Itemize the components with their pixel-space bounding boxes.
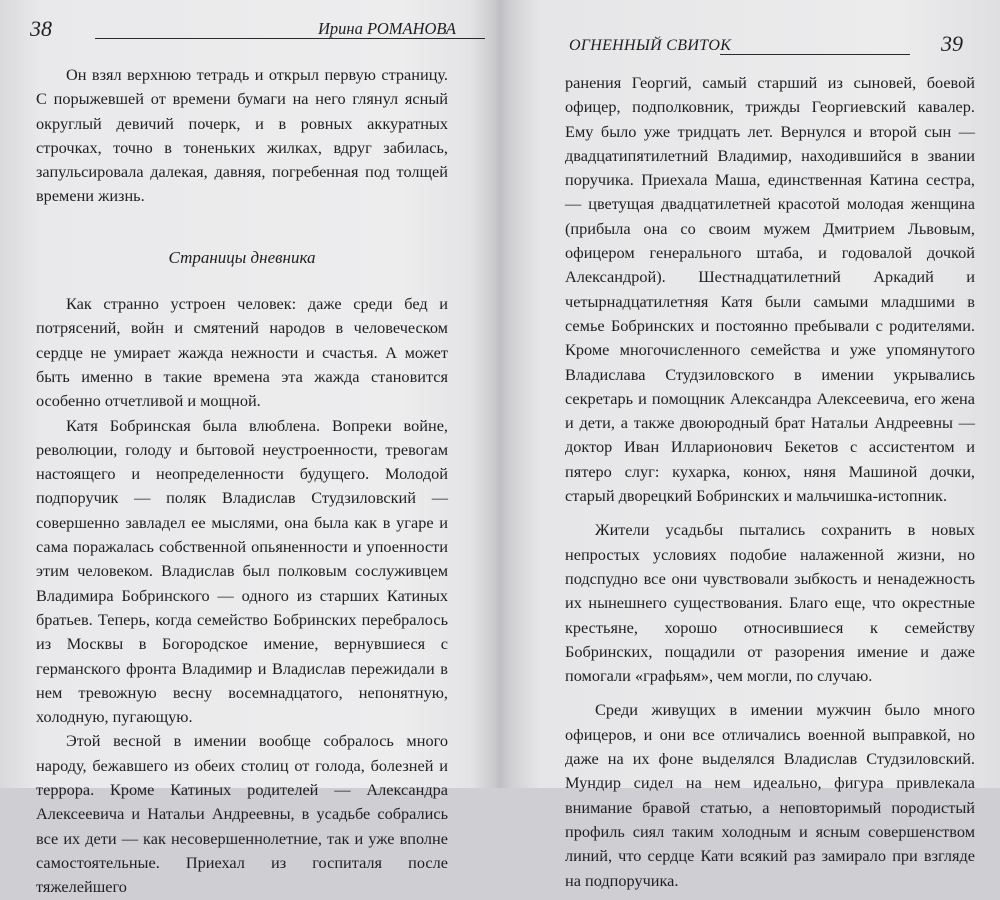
right-page — [505, 0, 1000, 890]
paragraph: Как странно устроен человек: даже среди бед и потрясений, войн и смятений народов в человеческом сердце не умирает жажда нежности и счастья. А может быть именно в такие времена эта жажда становится особенно отчетливой и мощной. — [36, 294, 448, 411]
paragraph: Катя Бобринская была влюблена. Вопреки войне, революции, голоду и бытовой неустроенности, тревогам настоящего и неопределенности будущего. Молодой подпоручик — поляк Владислав Студзиловский — совершенно завладел ее мыслями, она была как в угаре и сама поражалась собственной опьяненности и упоенности этим человеком. Владислав был полковым сослуживцем Владимира Бобринского — одного из старших Катиных братьев. Теперь, когда семейство Бобринских перебралось из Москвы в Богородское имение, вернувшиеся с германского фронта Владимир и Владислав пережидали в нем тревожную весну восемнадцатого, непонятную, холодную, пугающую. — [36, 415, 448, 727]
page-number-right: 39 — [941, 31, 963, 56]
header-rule-right — [720, 54, 910, 55]
paragraph: Среди живущих в имении мужчин было много офицеров, и они все отличались военной выправкой, но даже на их фоне выделялся Владислав Студзиловский. Мундир сидел на нем идеально, фигура привлекала внимание бравой статью, а неповторимый породистый профиль сиял таким холодным и ясным совершенством линий, что сердце Кати всякий раз замирало при взгляде на подпоручика. — [565, 700, 975, 890]
paragraph: ранения Георгий, самый старший из сыновей, боевой офицер, подполковник, трижды Георгиевский кавалер. Ему было уже тридцать лет. Вернулся и второй сын — двадцатипятилетний Владимир, находившийся в звании поручика. Приехала Маша, единственная Катина сестра, — цветущая двадцатилетней красотой молодая женщина (прибыла она со своим мужем Дмитрием Львовым, офицером генерального штаба, и годовалой дочкой Александрой). Шестнадцатилетний Аркадий и четырнадцатилетняя Катя были самыми младшими в семье Бобринских и постоянно пребывали с родителями. Кроме многочисленного семейства и уже упомянутого Владислава Студзиловского в имении укрывались секретарь и помощник Александра Алексеевича, его жена и дети, а также двоюродный брат Натальи Андреевны — доктор Иван Илларионович Бекетов с ассистентом и пятеро слуг: кухарка, конюх, няня Машиной дочки, старый дворецкий Бобринских и мальчишка-истопник. — [565, 73, 975, 506]
page-number-left: 38 — [30, 16, 52, 41]
paragraph: Этой весной в имении вообще собралось много народу, бежавшего из обеих столиц от голода, болезней и террора. Кроме Катиных родителей — Александра Алексеевича и Натальи Андреевны, в усадьбе собрались все их дети — как несовершеннолетние, так и уже вполне самостоятельные. Приехал из госпиталя после тяжелейшего — [36, 731, 448, 897]
section-title: Страницы дневника — [168, 247, 316, 267]
paragraph: Жители усадьбы пытались сохранить в новых непростых условиях подобие налаженной жизни, но подспудно все они чувствовали зыбкость и ненадежность их нынешнего существования. Благо еще, что окрестные крестьяне, хорошо относившиеся к семейству Бобринских, пощадили от разорения имение и даже помогали «графьям», чем могли, по случаю. — [565, 520, 975, 686]
right-page-text — [565, 71, 975, 893]
left-page — [0, 0, 500, 897]
running-head-right: ОГНЕННЫЙ СВИТОК — [569, 37, 732, 54]
left-page-text — [36, 63, 448, 900]
running-head-left: Ирина РОМАНОВА — [318, 19, 456, 38]
header-rule-left — [95, 38, 485, 39]
paragraph: Он взял верхнюю тетрадь и открыл первую страницу. С порыжевшей от времени бумаги на него глянул ясный округлый девичий почерк, и в ровных аккуратных строчках, точно в тоненьких жилках, вдруг забилась, запульсировала далекая, давняя, погребенная под толщей времени жизнь. — [36, 65, 448, 206]
